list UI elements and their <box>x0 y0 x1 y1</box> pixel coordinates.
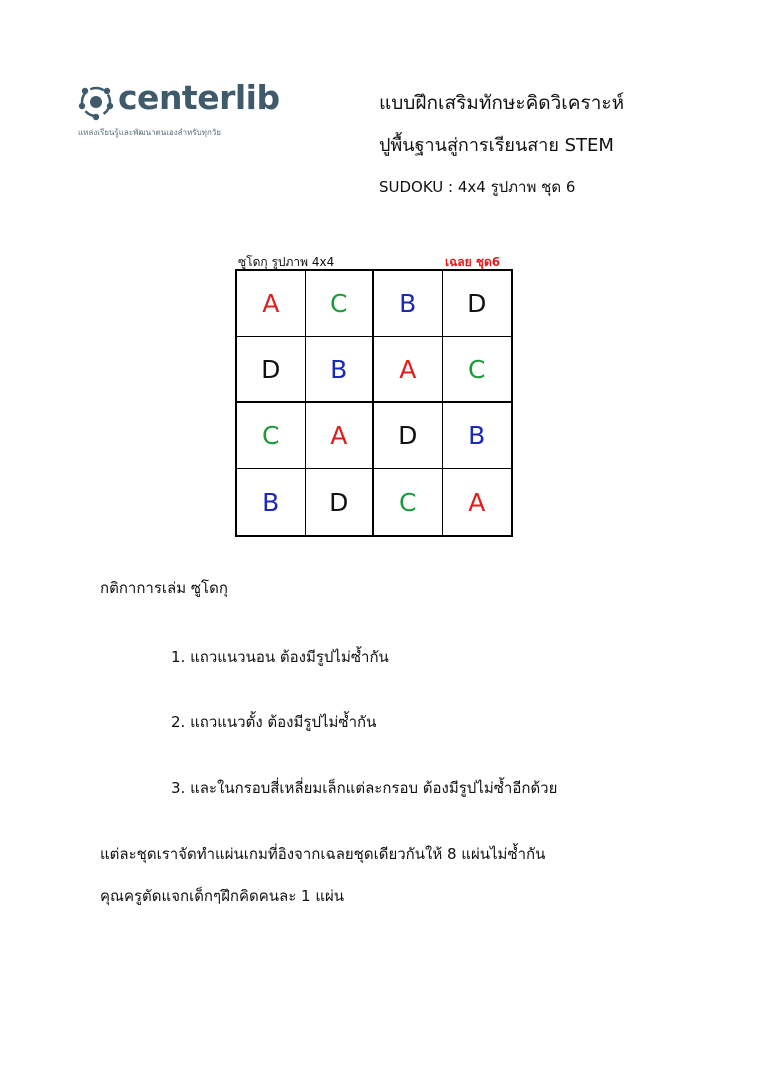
sudoku-cell: A <box>306 403 375 469</box>
worksheet-set-label: SUDOKU : 4x4 รูปภาพ ชุด 6 <box>379 178 576 196</box>
sudoku-cell: C <box>374 469 443 535</box>
sudoku-cell: B <box>237 469 306 535</box>
worksheet-subtitle: ปูพื้นฐานสู่การเรียนสาย STEM <box>379 135 614 156</box>
sudoku-cell: D <box>374 403 443 469</box>
sudoku-cell: A <box>374 337 443 403</box>
sudoku-cell: A <box>468 487 486 517</box>
sudoku-cell: B <box>374 271 443 337</box>
sudoku-cell: C <box>443 337 512 403</box>
atom-logo-icon <box>76 82 116 122</box>
sudoku-cell: B <box>443 403 512 469</box>
sudoku-cell: B <box>306 337 375 403</box>
sudoku-cell: D <box>306 469 375 535</box>
sudoku-cell: A <box>237 271 306 337</box>
note-line: คุณครูตัดแจกเด็กๆฝึกคิดคนละ 1 แผ่น <box>100 887 345 905</box>
sudoku-cell: C <box>237 403 306 469</box>
answer-label: เฉลย ชุด6 <box>445 255 501 269</box>
logo-brand-text: centerlib <box>118 78 280 117</box>
rules-title: กติกาการเล่ม ซูโดกุ <box>100 579 228 597</box>
grid-caption: ซูโดกุ รูปภาพ 4x4 <box>238 255 335 269</box>
sudoku-grid <box>235 269 513 537</box>
logo-tagline: แหล่งเรียนรู้และพัฒนาตนเองสำหรับทุกวัย <box>78 128 221 137</box>
rule-item: 1. แถวแนวนอน ต้องมีรูปไม่ซ้ำกัน <box>171 648 389 666</box>
sudoku-cell: C <box>306 271 375 337</box>
sudoku-cell: D <box>237 337 306 403</box>
sudoku-cell: D <box>443 271 512 337</box>
rule-item: 2. แถวแนวตั้ง ต้องมีรูปไม่ซ้ำกัน <box>171 713 377 731</box>
rule-item: 3. และในกรอบสี่เหลี่ยมเล็กแต่ละกรอบ ต้องมีรูปไม่ซ้ำอีกด้วย <box>171 779 558 797</box>
note-line: แต่ละชุดเราจัดทำแผ่นเกมที่อิงจากเฉลยชุดเดียวกันให้ 8 แผ่นไม่ซ้ำกัน <box>100 845 546 863</box>
centerlib-logo <box>76 80 296 140</box>
worksheet-title: แบบฝึกเสริมทักษะคิดวิเคราะห์ <box>379 92 625 114</box>
